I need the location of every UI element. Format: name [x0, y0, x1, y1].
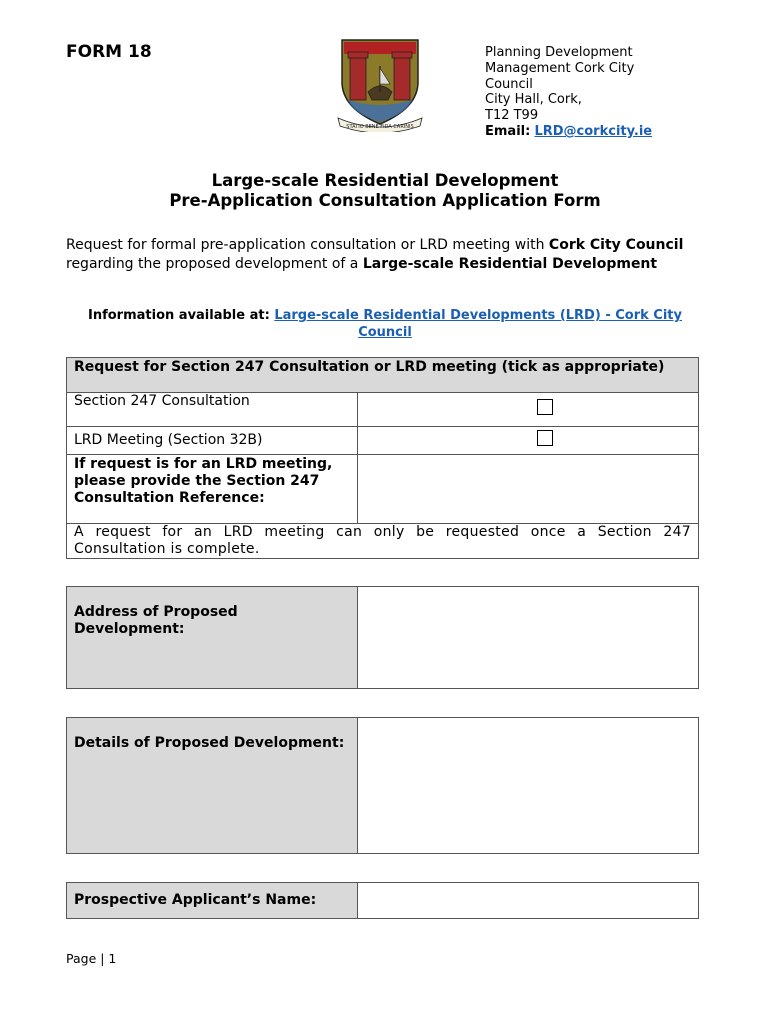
form-title: Large-scale Residential Development: [211, 171, 559, 190]
address-table: [66, 586, 699, 689]
reference-input-cell[interactable]: [358, 455, 699, 524]
address-line: T12 T99: [485, 108, 539, 124]
address-line: Management Cork City: [485, 60, 635, 76]
option-section-247-cell: [358, 393, 699, 427]
council-address: [485, 45, 652, 140]
details-table: [66, 717, 699, 854]
request-table-header: Request for Section 247 Consultation or LRD meeting (tick as appropriate): [67, 358, 699, 393]
email-label: Email:: [485, 123, 531, 139]
address-line: Council: [485, 76, 533, 92]
info-line: [66, 307, 704, 341]
details-label: Details of Proposed Development:: [67, 718, 358, 854]
email-link[interactable]: LRD@corkcity.ie: [534, 123, 653, 139]
crest-motto: STATIO BENE FIDA CARINIS: [346, 124, 414, 130]
info-link[interactable]: Large-scale Residential Developments (LRD) - Cork City Council: [274, 308, 682, 340]
request-note: A request for an LRD meeting can only be requested once a Section 247 Consultation is complete.: [67, 524, 699, 559]
form-number: FORM 18: [66, 42, 152, 62]
intro-paragraph: [66, 236, 696, 274]
form-subtitle: Pre-Application Consultation Application Form: [169, 191, 601, 210]
applicant-table: [66, 882, 699, 919]
intro-text: regarding the proposed development of a: [66, 256, 363, 272]
page-number: Page | 1: [66, 951, 117, 966]
applicant-input-cell[interactable]: [358, 883, 699, 919]
intro-text: Request for formal pre-application consultation or LRD meeting with: [66, 237, 549, 253]
cork-crest-logo: [334, 36, 426, 132]
intro-development-type: Large-scale Residential Development: [362, 256, 658, 272]
lrd-meeting-checkbox[interactable]: [537, 430, 553, 446]
option-section-247-label: Section 247 Consultation: [67, 393, 358, 427]
reference-label: If request is for an LRD meeting, please provide the Section 247 Consultation Reference:: [67, 455, 358, 524]
address-line: City Hall, Cork,: [485, 92, 582, 108]
intro-council-name: Cork City Council: [548, 237, 684, 253]
address-line: Planning Development: [485, 45, 633, 60]
request-table: [66, 357, 699, 559]
address-label: Address of Proposed Development:: [67, 587, 358, 689]
applicant-label: Prospective Applicant’s Name:: [67, 883, 358, 919]
section-247-checkbox[interactable]: [537, 399, 553, 415]
email-line: [485, 124, 652, 140]
info-label: Information available at:: [88, 308, 275, 323]
option-lrd-meeting-label: LRD Meeting (Section 32B): [67, 427, 358, 455]
address-input-cell[interactable]: [358, 587, 699, 689]
details-input-cell[interactable]: [358, 718, 699, 854]
option-lrd-meeting-cell: [358, 427, 699, 455]
